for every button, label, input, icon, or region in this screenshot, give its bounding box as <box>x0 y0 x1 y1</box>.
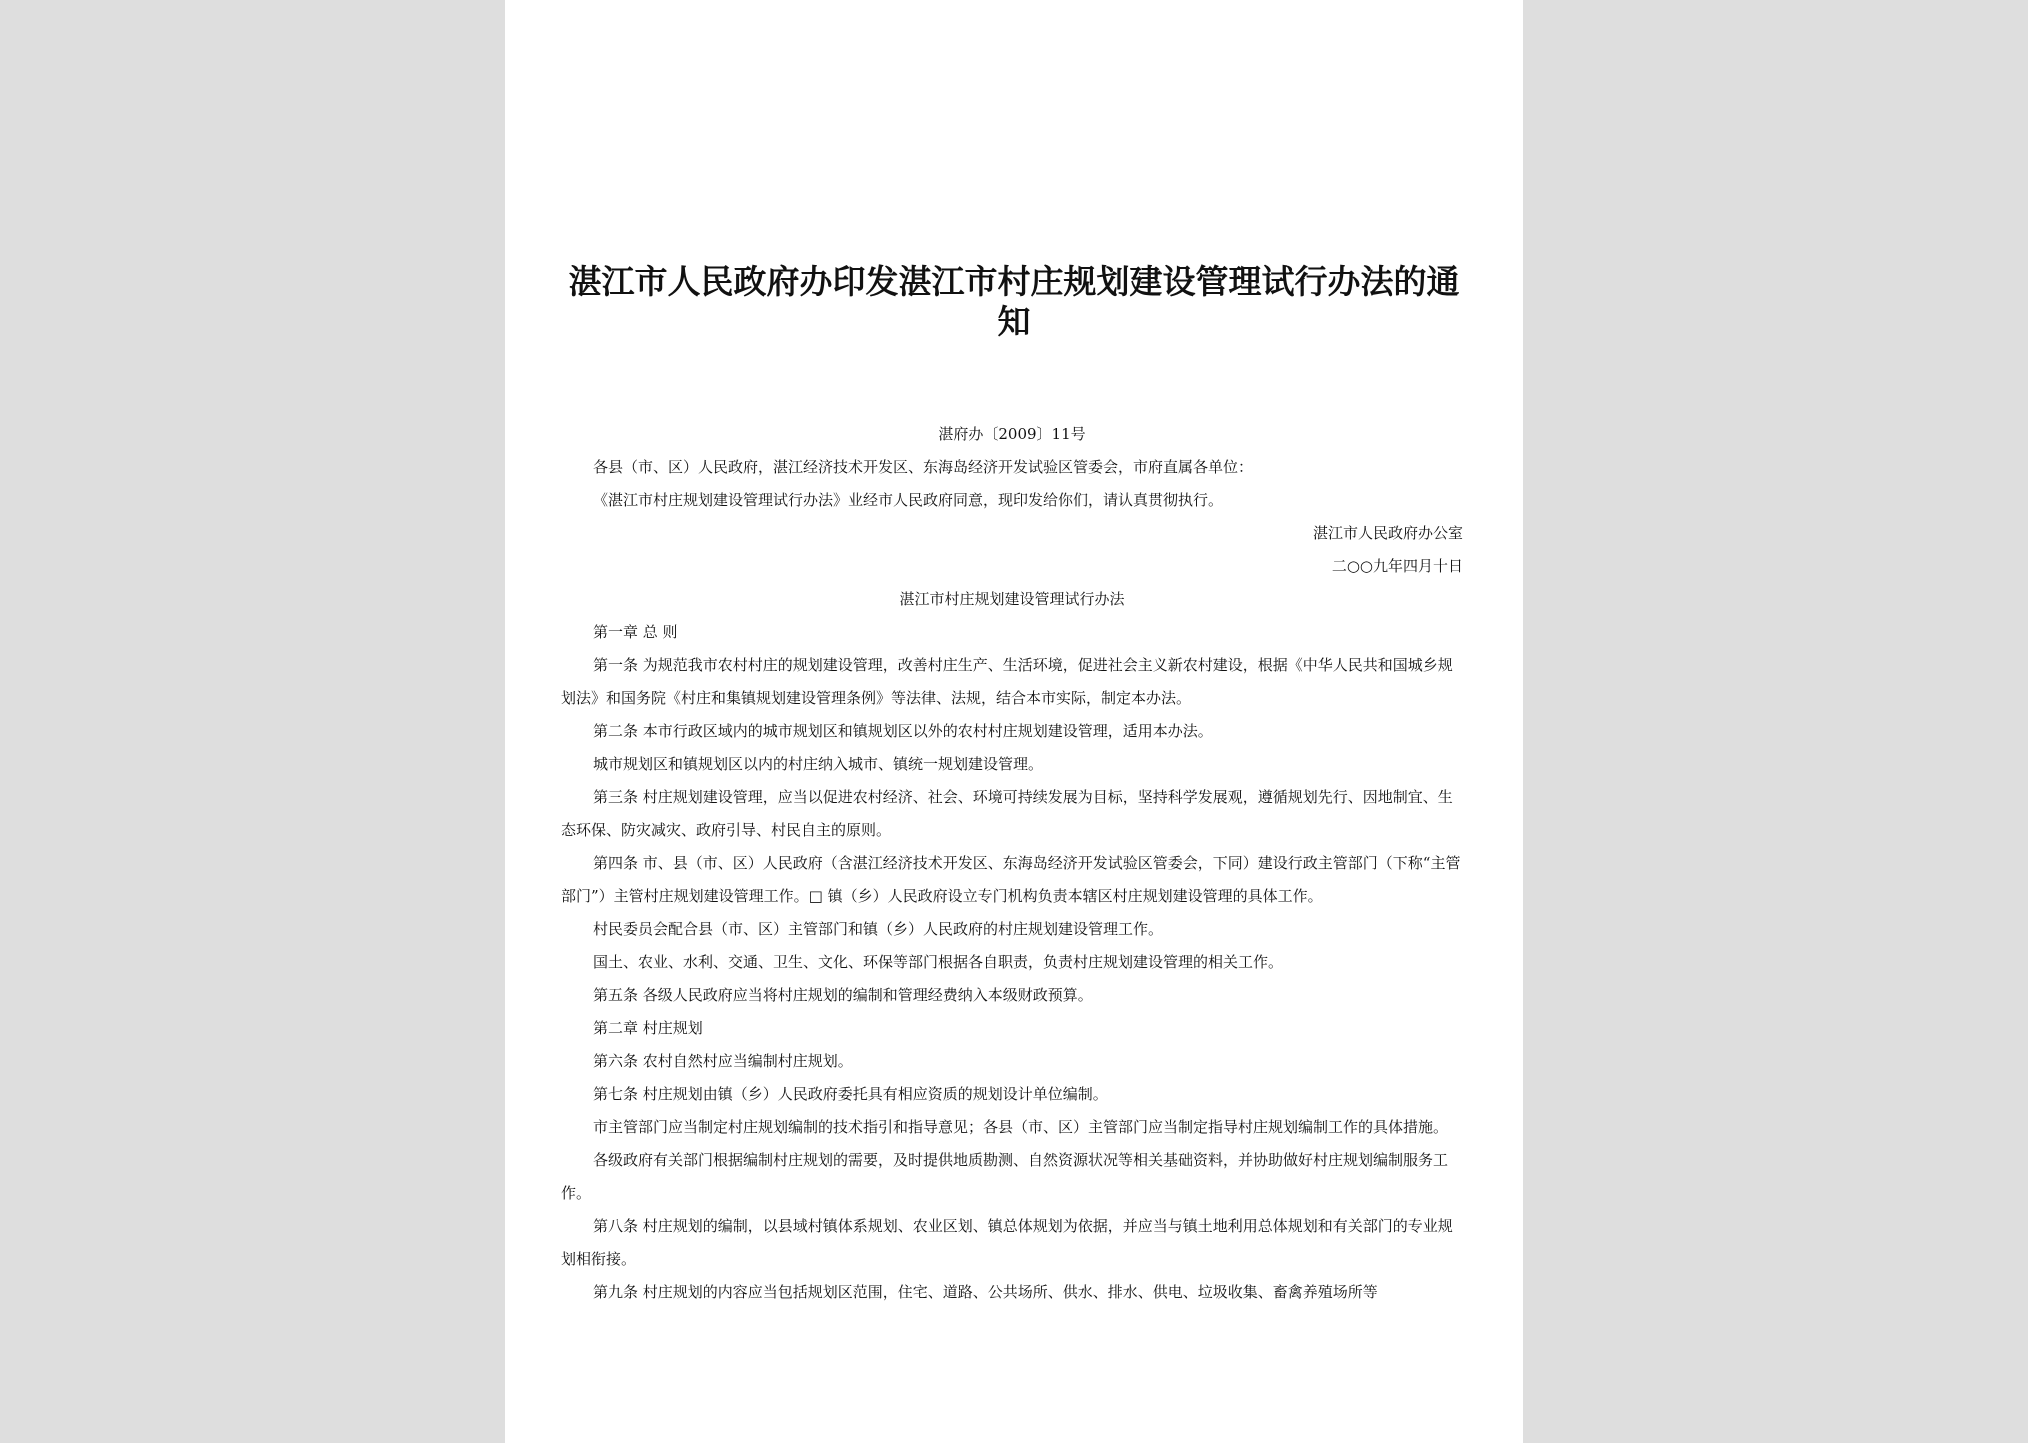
paragraph-article-7-sub-1: 市主管部门应当制定村庄规划编制的技术指引和指导意见；各县（市、区）主管部门应当制定指导村庄规划编制工作的具体措施。 <box>593 1118 1449 1136</box>
intro-paragraph: 《湛江市村庄规划建设管理试行办法》业经市人民政府同意，现印发给你们，请认真贯彻执行。 <box>593 491 1224 509</box>
paragraph-chapter-1: 第一章 总 则 <box>593 623 678 641</box>
recipients: 各县（市、区）人民政府，湛江经济技术开发区、东海岛经济开发试验区管委会，市府直属各单位： <box>593 458 1254 476</box>
document-number: 湛府办〔2009〕11号 <box>938 425 1086 443</box>
paragraph-article-5: 第五条 各级人民政府应当将村庄规划的编制和管理经费纳入本级财政预算。 <box>593 986 1093 1004</box>
paragraph-article-4-sub-1: 村民委员会配合县（市、区）主管部门和镇（乡）人民政府的村庄规划建设管理工作。 <box>593 920 1164 938</box>
paragraph-article-7: 第七条 村庄规划由镇（乡）人民政府委托具有相应资质的规划设计单位编制。 <box>593 1085 1108 1103</box>
signatory: 湛江市人民政府办公室 <box>1312 524 1463 542</box>
paragraph-article-3: 第三条 村庄规划建设管理，应当以促进农村经济、社会、环境可持续发展为目标，坚持科学发展观，遵循规划先行、因地制宜、生态环保、防灾减灾、政府引导、村民自主的原则。 <box>561 788 1453 839</box>
measures-title: 湛江市村庄规划建设管理试行办法 <box>899 590 1125 608</box>
paragraph-article-8: 第八条 村庄规划的编制，以县域村镇体系规划、农业区划、镇总体规划为依据，并应当与镇土地利用总体规划和有关部门的专业规划相衔接。 <box>561 1217 1453 1268</box>
document-body <box>561 418 1463 1309</box>
paragraph-article-1: 第一条 为规范我市农村村庄的规划建设管理，改善村庄生产、生活环境，促进社会主义新农村建设，根据《中华人民共和国城乡规划法》和国务院《村庄和集镇规划建设管理条例》等法律、法规，结合本市实际，制定本办法。 <box>561 656 1453 707</box>
document-page <box>505 0 1523 1443</box>
paragraph-article-4: 第四条 市、县（市、区）人民政府（含湛江经济技术开发区、东海岛经济开发试验区管委会，下同）建设行政主管部门（下称“主管部门”）主管村庄规划建设管理工作。□ 镇（乡）人民政府设立专门机构负责本辖区村庄规划建设管理的具体工作。 <box>561 854 1461 905</box>
paragraph-article-7-sub-2: 各级政府有关部门根据编制村庄规划的需要，及时提供地质勘测、自然资源状况等相关基础资料，并协助做好村庄规划编制服务工作。 <box>561 1151 1449 1202</box>
paragraph-article-4-sub-2: 国土、农业、水利、交通、卫生、文化、环保等部门根据各自职责，负责村庄规划建设管理的相关工作。 <box>593 953 1284 971</box>
paragraph-article-2-sub: 城市规划区和镇规划区以内的村庄纳入城市、镇统一规划建设管理。 <box>593 755 1044 773</box>
paragraph-article-2: 第二条 本市行政区域内的城市规划区和镇规划区以外的农村村庄规划建设管理，适用本办法。 <box>593 722 1213 740</box>
paragraph-chapter-2: 第二章 村庄规划 <box>593 1019 703 1037</box>
paragraph-article-9: 第九条 村庄规划的内容应当包括规划区范围，住宅、道路、公共场所、供水、排水、供电、垃圾收集、畜禽养殖场所等 <box>593 1283 1378 1301</box>
document-title: 湛江市人民政府办印发湛江市村庄规划建设管理试行办法的通知 <box>568 262 1460 341</box>
paragraph-article-6: 第六条 农村自然村应当编制村庄规划。 <box>593 1052 853 1070</box>
issue-date: 二○○九年四月十日 <box>1331 557 1463 575</box>
